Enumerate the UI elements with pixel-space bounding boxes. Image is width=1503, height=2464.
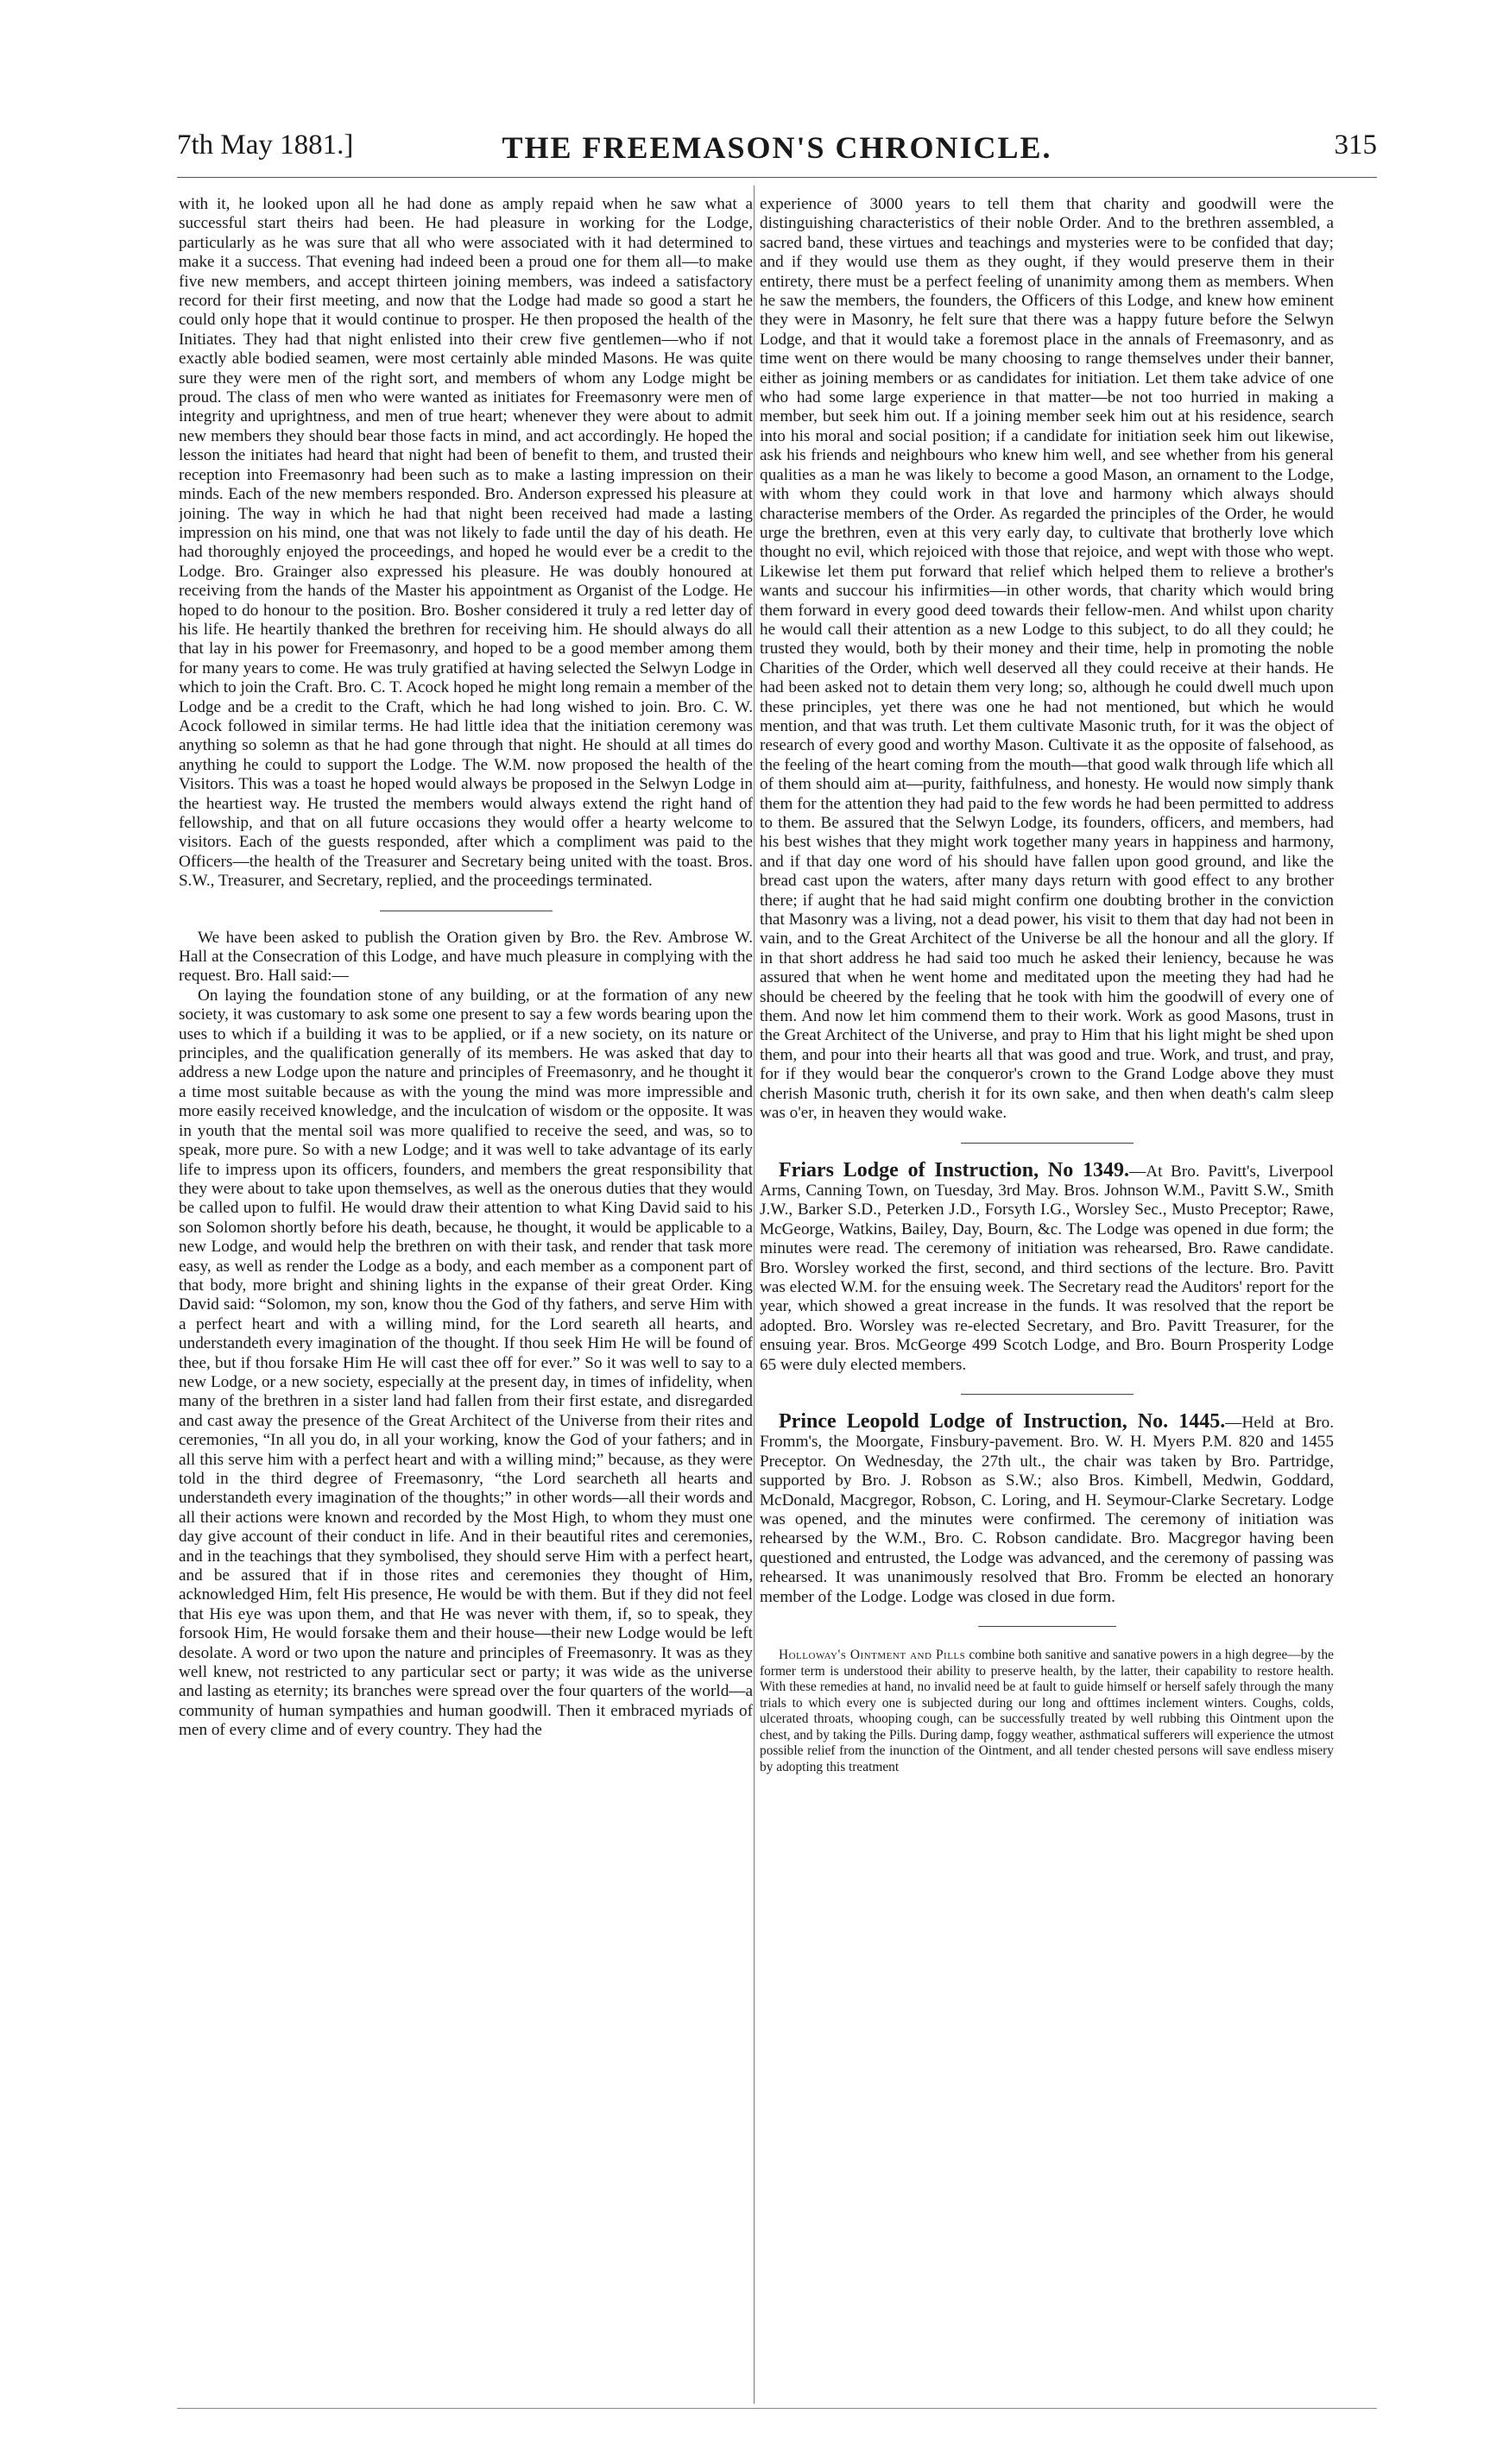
friars-lodge-report — [760, 1158, 1334, 1375]
selwyn-lodge-report-continued: with it, he looked upon all he had done as amply repaid when he saw what a successful start theirs had been. He had pleasure in working for the Lodge, particularly as he was sure that all who were associated with it had determined to make it a success. That evening had indeed been a proud one for them all—to make five new members, and accept thirteen joining members, was indeed a satisfactory record for their first meeting, and now that the Lodge had made so good a start he could only hope that it would continue to prosper. He then proposed the health of the Initiates. They had that night enlisted into their crew five gentlemen—who if not exactly able bodied seamen, were most certainly able minded Masons. He was quite sure they were men of the right sort, and members of whom any Lodge might be proud. The class of men who were wanted as initiates for Freemasonry were men of integrity and uprightness, and men of true heart; whenever they were about to admit new members they should bear those facts in mind, and act accordingly. He hoped the lesson the initiates had heard that night had been of benefit to them, and trusted their reception into Freemasonry had been such as to make a lasting impression on their minds. Each of the new members responded. Bro. Anderson expressed his pleasure at joining. The way in which he had that night been received had made a lasting impression on his mind, one that was not likely to fade until the day of his death. He had thoroughly enjoyed the proceedings, and hoped he would ever be a credit to the Lodge. Bro. Grainger also expressed his pleasure. He was doubly honoured at receiving from the hands of the Master his appointment as Organist of the Lodge. He hoped to do honour to the position. Bro. Bosher considered it truly a red letter day of his life. He heartily thanked the brethren for receiving him. He should always do all that lay in his power for Freemasonry, and hoped to be a good member among them for many years to come. He was truly gratified at having selected the Selwyn Lodge in which to join the Craft. Bro. C. T. Acock hoped he might long remain a member of the Lodge and be a credit to the Craft, which he had long wished to join. Bro. C. W. Acock followed in similar terms. He had little idea that the initiation ceremony was anything so solemn as that he had gone through that night. He should at all times do anything he could to support the Lodge. The W.M. now proposed the health of the Visitors. This was a toast he hoped would always be proposed in the Selwyn Lodge in the heartiest way. He trusted the members would always extend the right hand of fellowship, and that on all future occasions they would offer a hearty welcome to visitors. Each of the guests responded, after which a compliment was paid to the Officers—the health of the Treasurer and Secretary being united with the toast. Bros. S.W., Treasurer, and Secretary, replied, and the proceedings terminated. — [179, 195, 753, 891]
right-column — [760, 195, 1334, 2404]
oration-text: On laying the foundation stone of any building, or at the formation of any new society, it was customary to ask some one present to say a few words bearing upon the uses to which if a building it was to be applied, or if a new society, on its nature or principles, and the qualification generally of its members. He was asked that day to address a new Lodge upon the nature and principles of Freemasonry, and he thought it a time most suitable because as with the young the mind was more impressible and more easily received knowledge, and the inculcation of wisdom or the opposite. It was in youth that the mental soil was more qualified to receive the seed, and was, so to speak, more pure. So with a new Lodge; and it was well to take advantage of its early life to impress upon its officers, founders, and members the great responsibility that they were about to take upon themselves, as well as the onerous duties that they would be called upon to fulfil. He would draw their attention to what King David said to his son Solomon shortly before his death, because, he thought, it would be applicable to a new Lodge, and would help the brethren on with their task, and render that task more easy, as well as render the Lodge as a body, and each member as a component part of that body, more bright and shining lights in the expanse of their great Order. King David said: “Solomon, my son, know thou the God of thy fathers, and serve Him with a perfect heart and with a willing mind, for the Lord seareth all hearts, and understandeth every imagination of the thought. If thou seek Him He will be found of thee, but if thou forsake Him He will cast thee off for ever.” So it was well to say to a new Lodge, or a new society, especially at the present day, in times of infidelity, when many of the brethren in a sister land had fallen from their first estate, and disregarded and cast away the presence of the Great Architect of the Universe from their rites and ceremonies, “In all you do, in all your working, know the God of your fathers; and in all this serve him with a perfect heart and with a willing mind;” because, as they were told in the third degree of Freemasonry, “the Lord searcheth all hearts and understandeth every imagination of the thoughts;” in other words—all their words and all their actions were known and recorded by the Most High, to whom they must one day give account of their conduct in life. And in their beautiful rites and ceremonies, and in the teachings that they symbolised, they should serve Him with a perfect heart, and be assured that if in those rites and ceremonies they thought of Him, acknowledged Him, felt His presence, He would be with them. But if they did not feel that His eye was upon them, and that He was never with them, if, so to speak, they forsook Him, He would forsake them and their house—their new Lodge would be left desolate. A word or two upon the nature and principles of Freemasonry. It was as they well knew, not restricted to any particular sect or party; it was wide as the universe and lasting as eternity; its branches were spread over the four quarters of the world—a community of human sympathies and human goodwill. Then it embraced myriads of men of every clime and of every country. They had the — [179, 986, 753, 1740]
header-rule — [177, 177, 1377, 178]
section-separator — [978, 1626, 1116, 1627]
oration-introduction: We have been asked to publish the Oration given by Bro. the Rev. Ambrose W. Hall at the Consecration of this Lodge, and have much pleasure in complying with the request. Bro. Hall said:— — [179, 928, 753, 986]
advertisement-body: combine both sanitive and sanative powers in a high degree—by the former term is understood their ability to preserve health, by the latter, their capability to restore health. With these remedies at hand, no invalid need be at fault to guide himself or herself safely through the many trials to which every one is subjected during our long and ofttimes inclement winters. Coughs, colds, ulcerated throats, whooping cough, can be successfully treated by well rubbing this Ointment upon the chest, and by taking the Pills. During damp, foggy weather, asthmatical sufferers will experience the utmost possible relief from the inunction of the Ointment, and all tender chested persons will save endless misery by adopting this treatment — [760, 1648, 1334, 1774]
issue-date: 7th May 1881.] — [177, 129, 354, 161]
advertisement-lead: Holloway's Ointment and Pills — [779, 1648, 966, 1663]
column-divider — [754, 186, 755, 2404]
page-header — [177, 129, 1377, 171]
prince-leopold-lodge-report — [760, 1409, 1334, 1607]
friars-lodge-heading: Friars Lodge of Instruction, No 1349. — [779, 1158, 1130, 1182]
page-number: 315 — [1334, 129, 1377, 161]
left-column — [179, 195, 753, 2404]
footer-rule — [177, 2408, 1377, 2409]
friars-lodge-body: —At Bro. Pavitt's, Liverpool Arms, Canning Town, on Tuesday, 3rd May. Bros. Johnson W.M., Pavitt S.W., Smith J.W., Barker S.D., Peterken J.D., Forsyth I.G., Worsley Sec., Musto Preceptor; Rawe, McGeorge, Watkins, Bailey, Day, Bourn, &c. The Lodge was opened in due form; the minutes were read. The ceremony of initiation was rehearsed, Bro. Rawe candidate. Bro. Worsley worked the first, second, and third sections of the lecture. Bro. Pavitt was elected W.M. for the ensuing week. The Secretary read the Auditors' report for the year, which showed a great increase in the funds. It was resolved that the report be adopted. Bro. Worsley was re-elected Secretary, and Bro. Pavitt Treasurer, for the ensuing year. Bros. McGeorge 499 Scotch Lodge, and Bro. Bourn Prosperity Lodge 65 were duly elected members. — [760, 1162, 1334, 1374]
section-separator — [961, 1394, 1134, 1395]
publication-title: THE FREEMASON'S CHRONICLE. — [502, 130, 1052, 165]
prince-leopold-lodge-heading: Prince Leopold Lodge of Instruction, No. 1445. — [779, 1409, 1226, 1433]
section-separator — [961, 1143, 1134, 1144]
holloway-advertisement — [760, 1648, 1334, 1775]
oration-text-continued: experience of 3000 years to tell them that charity and goodwill were the distinguishing characteristics of their noble Order. And to the brethren assembled, a sacred band, these virtues and teachings and mysteries were to be confided that day; and if they would use them as they ought, if they would preserve them in their entirety, there must be a perfect feeling of unanimity among them as members. When he saw the members, the founders, the Officers of this Lodge, and knew how eminent they were in Masonry, he felt sure that there was a happy future before the Selwyn Lodge, and that it would take a foremost place in the annals of Freemasonry, and as time went on there would be many choosing to range themselves under their banner, either as joining members or as candidates for initiation. Let them take advice of one who had some large experience in that matter—be not too hurried in making a member, but seek him out. If a joining member seek him out at his residence, search into his moral and social position; if a candidate for initiation seek him out likewise, ask his friends and neighbours who knew him well, and see whether from his general qualities as a man he was likely to become a good Mason, an ornament to the Lodge, with whom they could work in that love and harmony which always should characterise members of the Order. As regarded the principles of the Order, he would urge the brethren, even at this very early day, to cultivate that brotherly love which thought no evil, which rejoiced with those that rejoice, and wept with those who wept. Likewise let them put forward that relief which helped them to relieve a brother's wants and succour his infirmities—in other words, that charity which would bring them forward in every good deed towards their fellow-men. And whilst upon charity he would call their attention as a new Lodge to this subject, to do all they could; he trusted they would, both by their money and their time, help in promoting the noble Charities of the Order, which well deserved all they could receive at their hands. He had been asked not to detain them very long; so, although he could dwell much upon these principles, yet there was one he had not mentioned, but which he would mention, and that was truth. Let them cultivate Masonic truth, for it was the object of research of every good and worthy Mason. Cultivate it as the opposite of falsehood, as the feeling of the heart coming from the mouth—that good walk through life which all of them should aim at—purity, faithfulness, and honesty. He would now simply thank them for the attention they had paid to the few words he had been permitted to address to them. Be assured that the Selwyn Lodge, its founders, officers, and members, had his best wishes that they might work together many years in happiness and harmony, and if that day one word of his should have fallen upon good ground, and like the bread cast upon the waters, after many days return with good effect to any brother there; if aught that he had said might confirm one doubting brother in the conviction that Masonry was a living, not a dead power, his visit to them that day had not been in vain, and to the Great Architect of the Universe be all the honour and all the glory. If in that short address he had said too much he asked their leniency, because he was assured that when he went home and meditated upon the meeting they had had he should be cheered by the feeling that he took with him the goodwill of every one of them. And now let him commend them to their work. Work as good Masons, trust in the Great Architect of the Universe, and pray to Him that his light might be shed upon them, and pour into their hearts all that was good and true. Work, and trust, and pray, for if they would bear the conqueror's crown to the Grand Lodge above they must cherish Masonic truth, cherish it for its own sake, and then when death's calm sleep was o'er, in heaven they would wake. — [760, 195, 1334, 1123]
prince-leopold-lodge-body: —Held at Bro. Fromm's, the Moorgate, Finsbury-pavement. Bro. W. H. Myers P.M. 820 and 1455 Preceptor. On Wednesday, the 27th ult., the chair was taken by Bro. Partridge, supported by Bro. J. Robson as S.W.; also Bros. Kimbell, Medwin, Goddard, McDonald, Macgregor, Robson, C. Loring, and H. Seymour-Clarke Secretary. Lodge was opened, and the minutes were confirmed. The ceremony of initiation was rehearsed by the W.M., Bro. C. Robson candidate. Bro. Macgregor having been questioned and entrusted, the Lodge was advanced, and the ceremony of passing was rehearsed. It was unanimously resolved that Bro. Fromm be elected an honorary member of the Lodge. Lodge was closed in due form. — [760, 1413, 1334, 1606]
